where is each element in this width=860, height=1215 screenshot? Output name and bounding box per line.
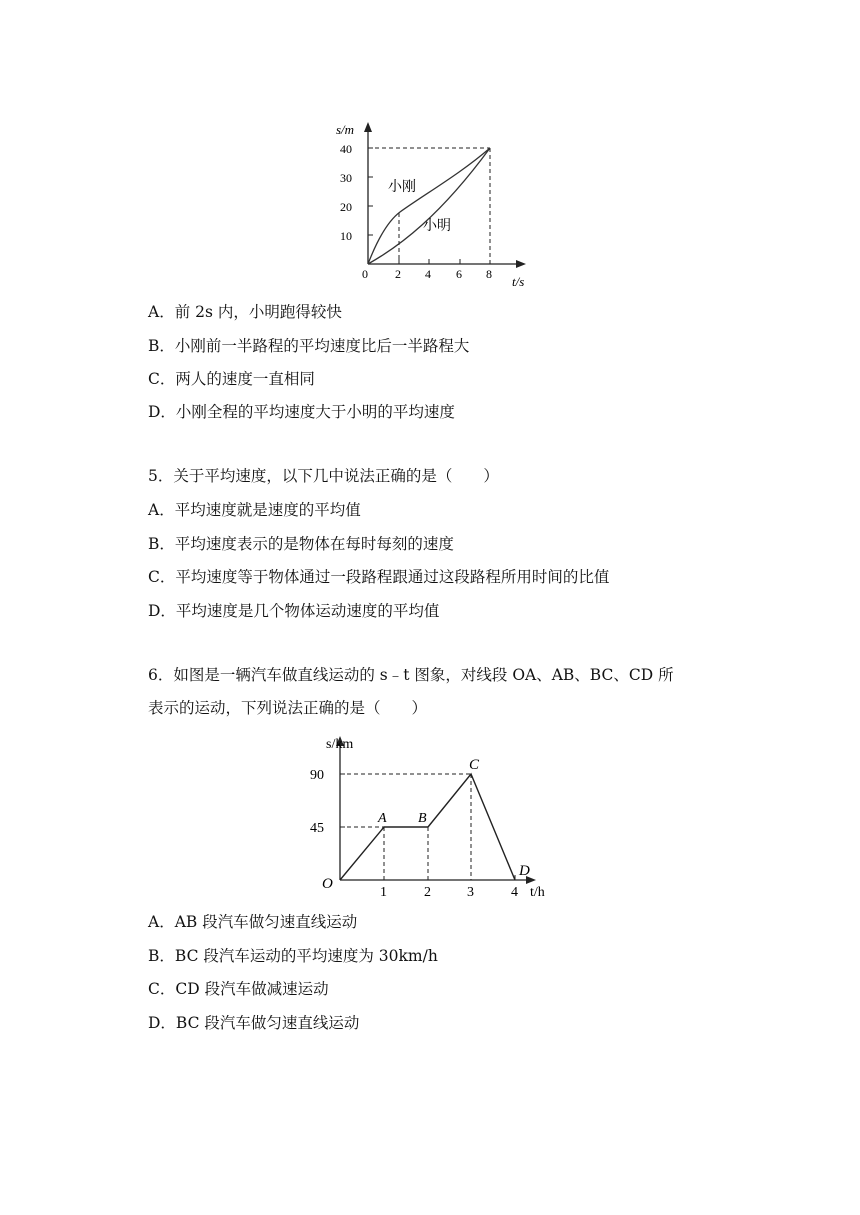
y-axis-label: s/m	[336, 122, 355, 137]
figure-car-s-t-graph	[300, 730, 560, 902]
q5-option-b: B．平均速度表示的是物体在每时每刻的速度	[148, 535, 454, 553]
point-label-b: B	[418, 811, 427, 826]
y-tick-10: 10	[340, 229, 352, 243]
x-tick-4: 4	[511, 885, 518, 900]
q4-option-b: B．小刚前一半路程的平均速度比后一半路程大	[148, 337, 470, 355]
q5-option-d: D．平均速度是几个物体运动速度的平均值	[148, 602, 440, 620]
q5-stem: 5．关于平均速度，以下几中说法正确的是（ ）	[148, 467, 499, 485]
origin-label: 0	[362, 267, 368, 281]
x-tick-8: 8	[486, 267, 492, 281]
label-xiaoming: 小明	[423, 219, 451, 234]
x-tick-1: 1	[380, 885, 387, 900]
q4-option-d: D．小刚全程的平均速度大于小明的平均速度	[148, 403, 455, 421]
x-tick-2: 2	[395, 267, 401, 281]
x-axis-label: t/h	[530, 885, 545, 900]
q6-option-d: D．BC 段汽车做匀速直线运动	[148, 1014, 360, 1032]
q4-option-a: A．前 2s 内，小明跑得较快	[148, 303, 342, 321]
point-label-a: A	[378, 811, 387, 826]
q4-option-c: C．两人的速度一直相同	[148, 370, 315, 388]
x-tick-6: 6	[456, 267, 462, 281]
q5-option-a: A．平均速度就是速度的平均值	[148, 501, 361, 519]
q6-option-b: B．BC 段汽车运动的平均速度为 30km/h	[148, 947, 438, 965]
q6-option-a: A．AB 段汽车做匀速直线运动	[148, 913, 358, 931]
y-tick-20: 20	[340, 200, 352, 214]
y-axis-label: s/km	[326, 737, 354, 752]
y-tick-90: 90	[310, 768, 324, 783]
q6-stem-line1: 6．如图是一辆汽车做直线运动的 s﹣t 图象，对线段 OA、AB、BC、CD 所	[148, 666, 674, 684]
point-label-o: O	[322, 876, 333, 892]
y-tick-40: 40	[340, 142, 352, 156]
x-axis-arrow-icon	[516, 260, 526, 268]
point-label-d: D	[519, 863, 530, 879]
curve-xiaoming	[368, 148, 490, 264]
label-xiaogang: 小刚	[388, 180, 416, 195]
point-label-c: C	[469, 757, 480, 773]
x-tick-2: 2	[424, 885, 431, 900]
x-tick-4: 4	[425, 267, 431, 281]
q6-stem-line2: 表示的运动，下列说法正确的是（ ）	[148, 699, 428, 717]
curve-xiaogang	[368, 148, 490, 264]
y-tick-45: 45	[310, 821, 324, 836]
q6-option-c: C．CD 段汽车做减速运动	[148, 980, 329, 998]
y-axis-arrow-icon	[364, 122, 372, 132]
x-tick-3: 3	[467, 885, 474, 900]
figure-distance-time-xiaogang-xiaoming	[320, 118, 540, 293]
y-tick-30: 30	[340, 171, 352, 185]
x-axis-label: t/s	[512, 274, 525, 289]
q5-option-c: C．平均速度等于物体通过一段路程跟通过这段路程所用时间的比值	[148, 568, 610, 586]
